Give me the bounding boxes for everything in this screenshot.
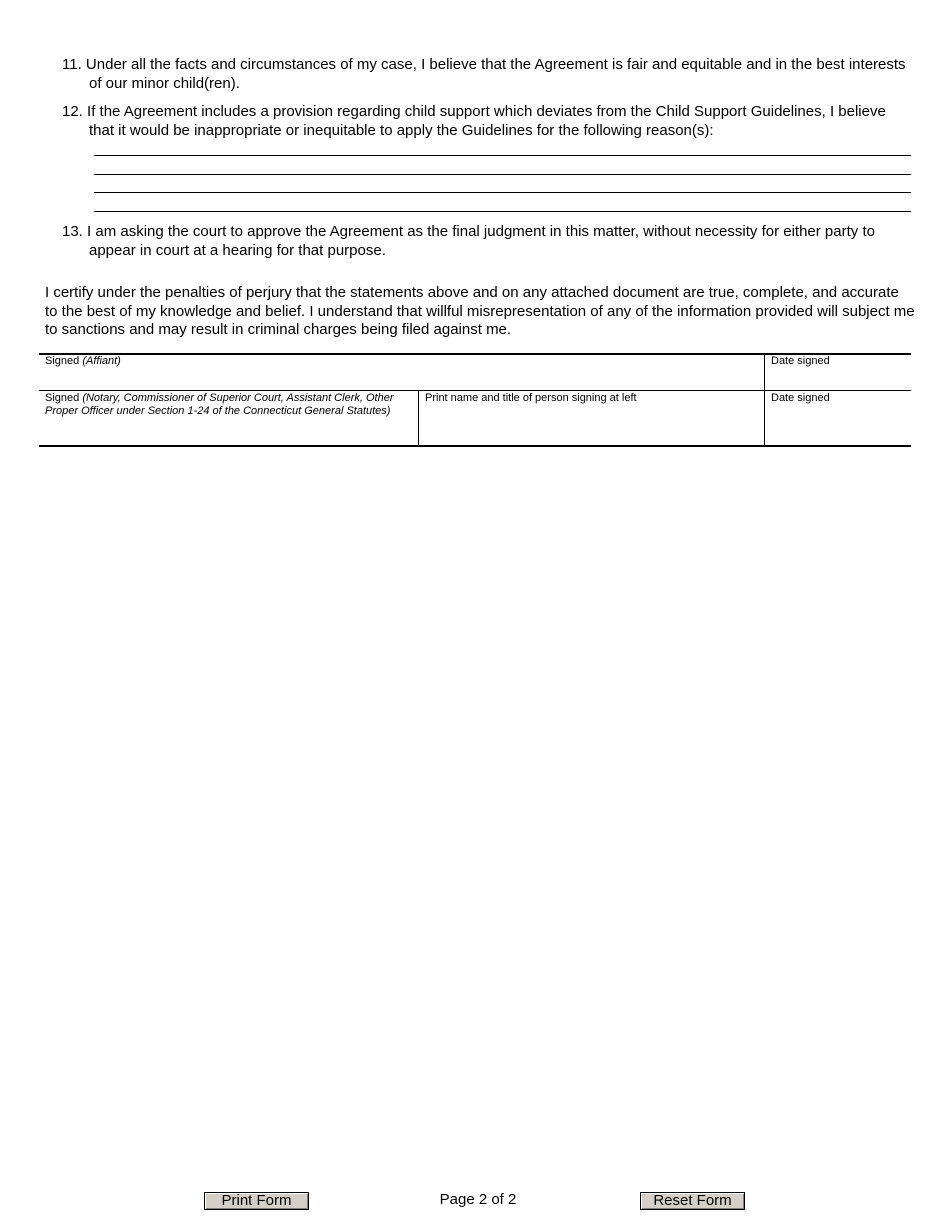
item-11 — [62, 55, 907, 93]
date-signed-label-2: Date signed — [771, 392, 830, 404]
officer-signature-field[interactable] — [39, 392, 418, 445]
item-13-number: 13. — [62, 223, 83, 240]
date-signed-field-1[interactable] — [765, 355, 911, 390]
certification-statement: I certify under the penalties of perjury that the statements above and on any attached document are true, complete, and accurate to the best of my knowledge and belief. I understand that willful misrepresentation of any of the information provided will subject me to sanctions and may result in criminal charges being filed against me. — [45, 284, 915, 338]
reset-form-button[interactable]: Reset Form — [640, 1192, 745, 1210]
print-form-button[interactable]: Print Form — [204, 1192, 309, 1210]
officer-signature-label: Signed — [45, 392, 80, 404]
reason-line-1[interactable] — [94, 155, 911, 156]
affiant-signature-label: Signed — [45, 355, 80, 367]
officer-signature-sub: (Notary, Commissioner of Superior Court, Assistant Clerk, Other Proper Officer under Section 1-24 of the Connecticut General Statutes) — [45, 392, 394, 417]
print-name-field[interactable] — [419, 392, 764, 445]
item-12 — [62, 102, 907, 140]
item-11-text: Under all the facts and circumstances of my case, I believe that the Agreement is fair and equitable and in the best interests of our minor child(ren). — [85, 56, 906, 92]
item-13-text: I am asking the court to approve the Agreement as the final judgment in this matter, without necessity for either party to appear in court at a hearing for that purpose. — [87, 223, 875, 259]
row-divider — [39, 390, 911, 391]
date-signed-field-2[interactable] — [765, 392, 911, 445]
item-13 — [62, 222, 907, 260]
item-11-number: 11. — [62, 56, 82, 73]
item-12-text: If the Agreement includes a provision regarding child support which deviates from the Child Support Guidelines, I believe that it would be inappropriate or inequitable to apply the Guidelines for the following reason(s): — [87, 103, 886, 139]
reason-line-3[interactable] — [94, 192, 911, 193]
item-12-number: 12. — [62, 103, 83, 120]
affiant-signature-field[interactable] — [39, 355, 764, 390]
affiant-signature-sub: (Affiant) — [82, 355, 121, 367]
signature-table — [39, 353, 911, 447]
date-signed-label-1: Date signed — [771, 355, 830, 367]
reason-line-2[interactable] — [94, 174, 911, 175]
page-indicator: Page 2 of 2 — [439, 1191, 517, 1208]
print-name-label: Print name and title of person signing at left — [425, 392, 637, 404]
reason-line-4[interactable] — [94, 211, 911, 212]
